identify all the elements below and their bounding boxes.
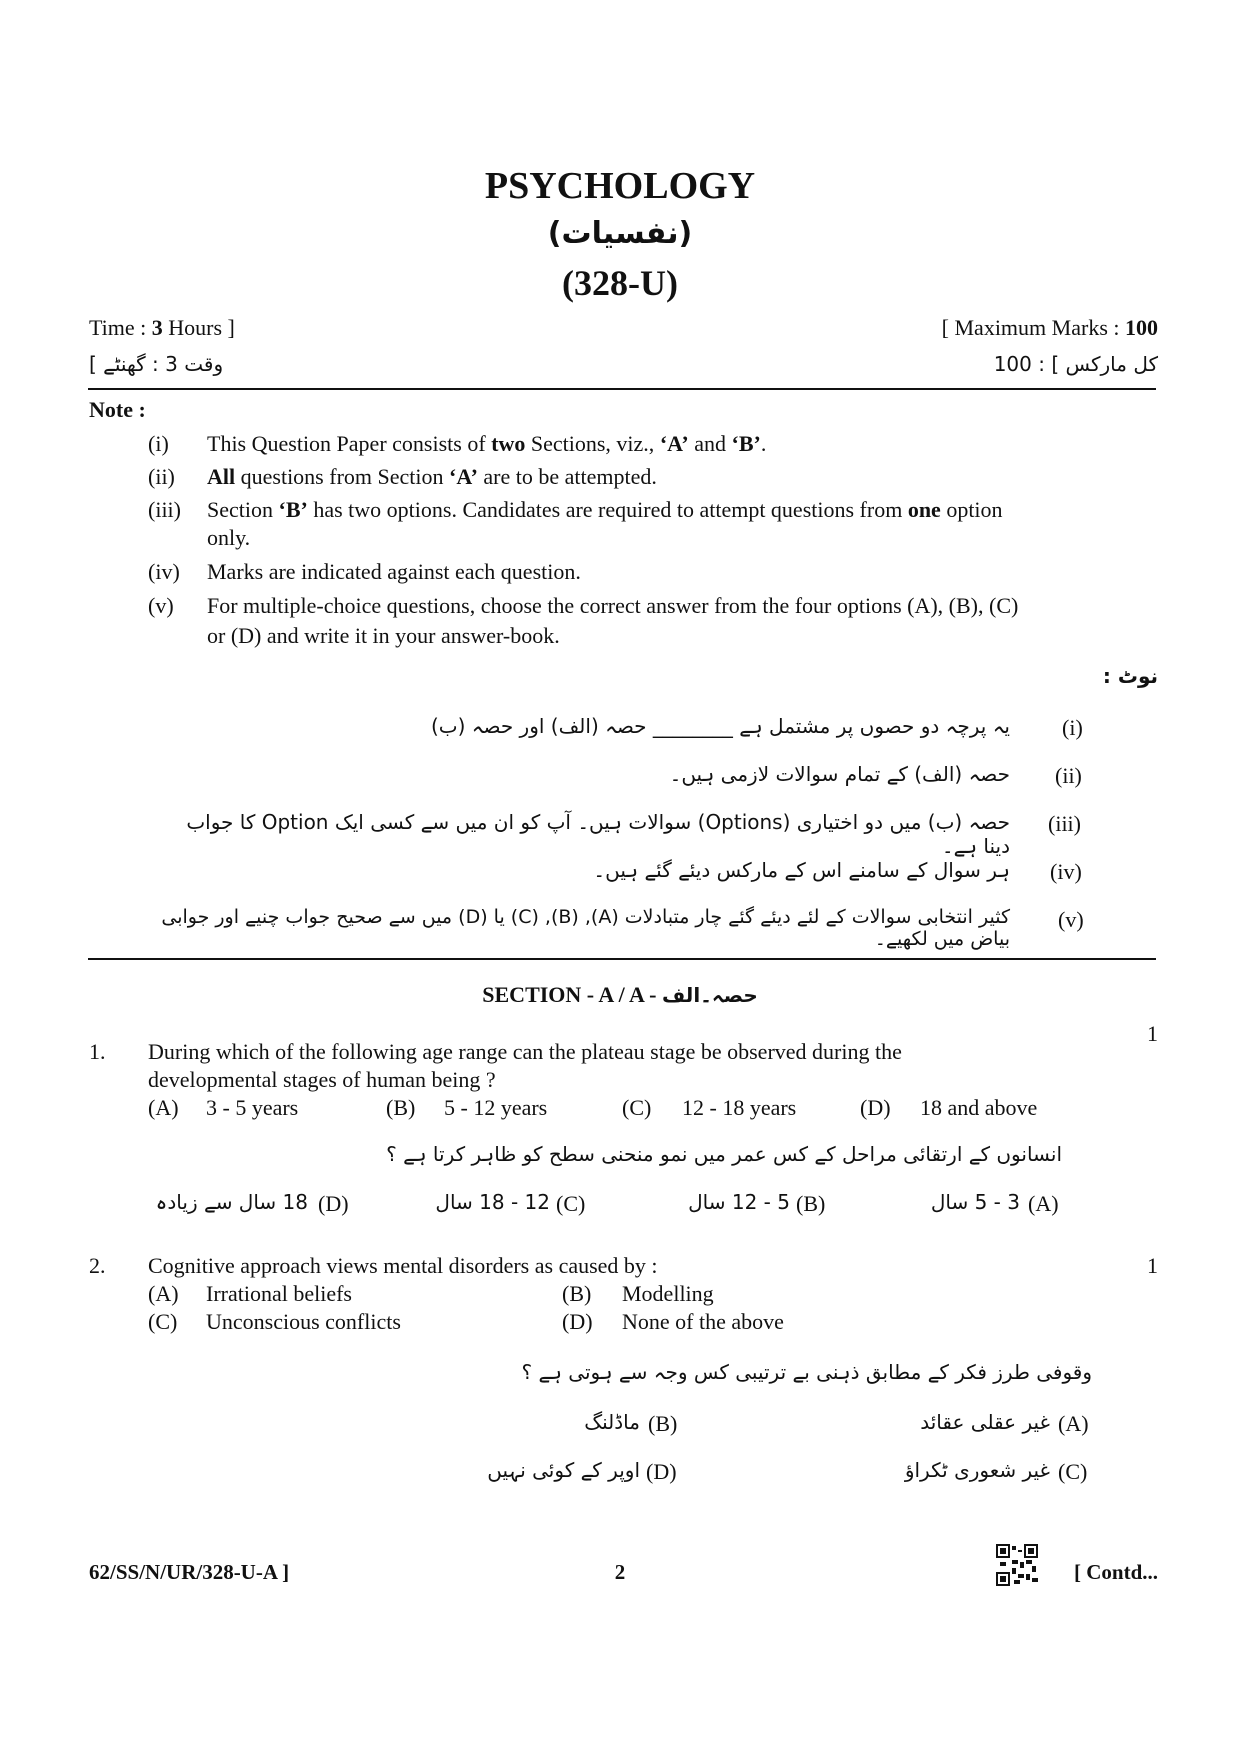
q2-option-d: None of the above [622,1309,784,1334]
footer-contd: [ Contd... [1073,1560,1158,1584]
urdu-note-num-5: (v) [1058,907,1084,932]
q2-marks: 1 [1147,1253,1158,1278]
q1-number: 1. [89,1039,106,1064]
q1-option-d-key: (D) [860,1095,891,1120]
time-urdu: وقت 3 : گھنٹے ] [89,352,224,376]
note-text-3-line2: only. [207,525,251,550]
paper-title-urdu: (نفسیات) [547,216,693,251]
q1-urdu-option-c: 12 - 18 سال [435,1190,550,1214]
note-num-2: (ii) [148,464,175,489]
urdu-note-text-1: یہ پرچہ دو حصوں پر مشتمل ہے ________ حصہ (الف) اور حصہ (ب) [430,714,1010,738]
note-divider [88,958,1156,960]
header-divider [88,388,1156,390]
q2-option-c: Unconscious conflicts [206,1309,401,1334]
note-text-1: This Question Paper consists of two Sections, viz., ‘A’ and ‘B’. [207,431,767,456]
time-allowed: Time : 3 Hours ] [89,315,235,340]
q2-urdu-option-d-key: (D) [646,1459,677,1484]
footer-page-number: 2 [614,1560,626,1584]
q1-urdu-option-a: 3 - 5 سال [930,1190,1020,1214]
urdu-note-text-3: حصہ (ب) میں دو اختیاری (Options) سوالات ہیں۔ آپ کو ان میں سے کسی ایک Option کا جواب دینا ہے۔ [186,810,1010,858]
q2-urdu-option-a: غیر عقلی عقائد [920,1410,1050,1434]
urdu-note-text-2: حصہ (الف) کے تمام سوالات لازمی ہیں۔ [669,762,1010,786]
paper-code: (328-U) [562,263,678,303]
note-heading: Note : [89,397,146,422]
q1-option-c-key: (C) [622,1095,652,1120]
q1-option-d: 18 and above [920,1095,1038,1120]
note-text-4: Marks are indicated against each question. [207,559,581,584]
q2-option-a-key: (A) [148,1281,179,1306]
note-text-2: All questions from Section ‘A’ are to be attempted. [207,464,657,489]
q1-option-b-key: (B) [386,1095,416,1120]
section-a-heading: SECTION - A / A - حصہ۔الف [482,982,758,1007]
q1-urdu-text: انسانوں کے ارتقائی مراحل کے کس عمر میں نمو منحنی سطح کو ظاہر کرتا ہے ؟ [386,1142,1062,1166]
q1-text: During which of the following age range can the plateau stage be observed during the [148,1039,902,1064]
marks-urdu: کل مارکس ] : 100 [993,352,1158,376]
note-num-3: (iii) [148,497,181,522]
q1-urdu-option-b-key: (B) [796,1191,826,1216]
urdu-note-num-1: (i) [1062,715,1083,740]
footer-paper-code: 62/SS/N/UR/328-U-A ] [89,1560,290,1584]
q2-option-c-key: (C) [148,1309,178,1334]
note-num-5: (v) [148,593,174,618]
note-heading-urdu: نوٹ : [1102,664,1158,688]
q2-urdu-text: وقوفی طرز فکر کے مطابق ذہنی بے ترتیبی کس وجہ سے ہوتی ہے ؟ [521,1360,1092,1384]
note-num-1: (i) [148,431,169,456]
q2-option-b-key: (B) [562,1281,592,1306]
q2-urdu-option-c-key: (C) [1058,1459,1088,1484]
q2-urdu-option-d: اوپر کے کوئی نہیں [487,1458,640,1482]
urdu-note-text-5: کثیر انتخابی سوالات کے لئے دیئے گئے چار متبادلات (A), (B), (C) یا (D) میں سے صحیح جواب چنیے اور جوابی بیاض میں لکھیے۔ [161,906,1010,950]
q1-urdu-option-d-key: (D) [318,1191,349,1216]
q1-urdu-option-a-key: (A) [1028,1191,1059,1216]
q1-urdu-option-d: 18 سال سے زیادہ [155,1190,308,1214]
q2-urdu-option-a-key: (A) [1058,1411,1089,1436]
q1-option-b: 5 - 12 years [444,1095,548,1120]
q2-option-a: Irrational beliefs [206,1281,352,1306]
q2-urdu-option-b: ماڈلنگ [584,1410,640,1434]
q2-urdu-option-b-key: (B) [648,1411,678,1436]
maximum-marks: [ Maximum Marks : 100 [941,315,1158,340]
urdu-note-text-4: ہر سوال کے سامنے اس کے مارکس دیئے گئے ہیں۔ [593,858,1010,882]
urdu-note-num-2: (ii) [1055,763,1082,788]
q1-marks: 1 [1147,1021,1158,1046]
q2-number: 2. [89,1253,106,1278]
urdu-note-num-4: (iv) [1050,859,1082,884]
q1-urdu-option-b: 5 - 12 سال [688,1190,790,1214]
note-text-5: For multiple-choice questions, choose the correct answer from the four options (A), (B), (C) [207,593,1019,618]
note-num-4: (iv) [148,559,180,584]
q2-urdu-option-c: غیر شعوری ٹکراؤ [904,1458,1050,1482]
q2-option-b: Modelling [622,1281,714,1306]
q1-option-a-key: (A) [148,1095,179,1120]
q1-text-line2: developmental stages of human being ? [148,1067,496,1092]
q1-option-a: 3 - 5 years [206,1095,299,1120]
q1-urdu-option-c-key: (C) [556,1191,586,1216]
q2-option-d-key: (D) [562,1309,593,1334]
note-text-5-line2: or (D) and write it in your answer-book. [207,623,560,648]
qr-code-icon [996,1544,1038,1586]
urdu-note-num-3: (iii) [1048,811,1081,836]
q2-text: Cognitive approach views mental disorders as caused by : [148,1253,658,1278]
paper-title: PSYCHOLOGY [484,165,756,207]
q1-option-c: 12 - 18 years [682,1095,797,1120]
note-text-3: Section ‘B’ has two options. Candidates are required to attempt questions from one option [207,497,1003,522]
